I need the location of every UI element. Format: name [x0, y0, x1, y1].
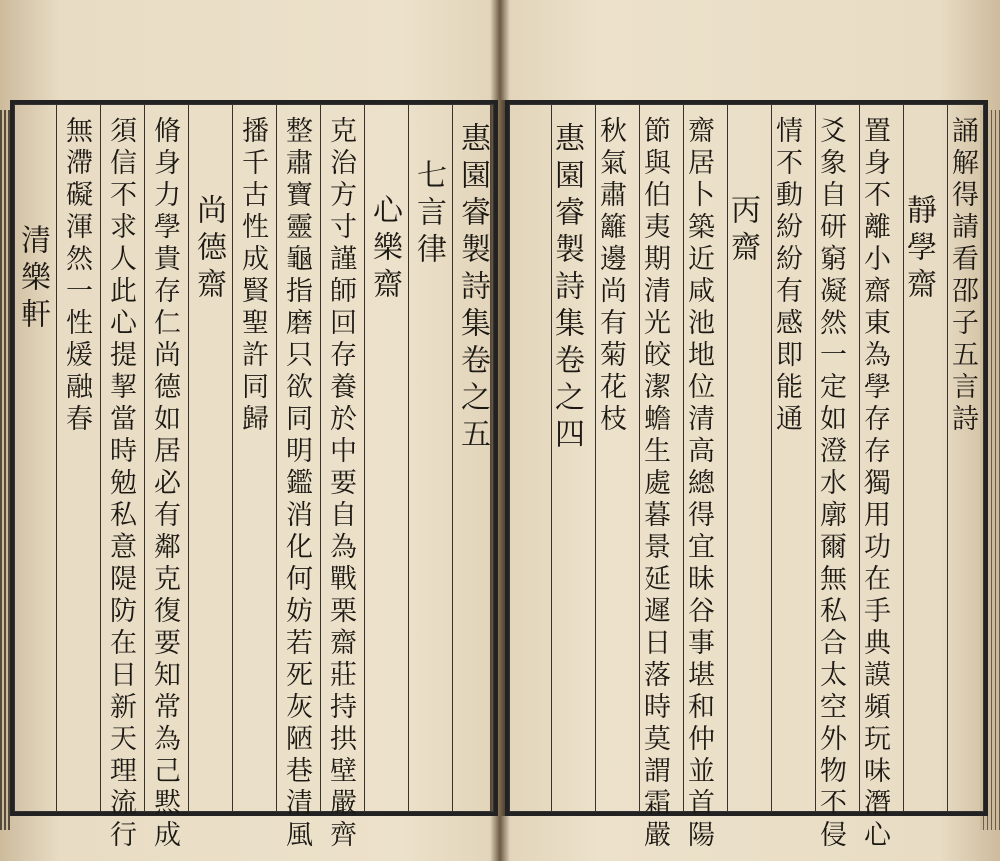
- right-col-2: 靜學齋: [901, 194, 936, 305]
- right-col-6: 丙齋: [725, 194, 760, 268]
- left-col-6: 播千古性成賢聖許同歸: [237, 116, 268, 436]
- left-col-1-title: 惠園睿製詩集卷之五: [455, 122, 490, 455]
- left-col-11: 清樂軒: [15, 224, 50, 335]
- left-page-edge: [0, 110, 10, 830]
- left-col-4: 克治方寸謹師回存養於中要自為戰栗齋莊持拱壁嚴齊: [325, 116, 356, 852]
- right-col-7: 齋居卜築近咸池地位清高總得宜昧谷事堪和仲並首陽: [683, 116, 714, 852]
- right-col-8: 節與伯夷期清光皎潔蟾生處暮景延遲日落時莫謂霜嚴: [639, 116, 670, 852]
- right-page-frame: [505, 100, 988, 852]
- right-col-3: 置身不離小齋東為學存存獨用功在手典謨頻玩味潛心: [859, 116, 890, 852]
- right-col-10-title: 惠園睿製詩集卷之四: [549, 122, 584, 455]
- left-col-10: 無滯礙渾然一性煖融春: [61, 116, 92, 436]
- left-col-5: 整肅寶靈龜指磨只欲同明鑑消化何妨若死灰陋巷清風: [281, 116, 312, 852]
- left-col-2: 七言律: [411, 159, 446, 270]
- left-col-7: 尚德齋: [191, 194, 226, 305]
- right-col-1: 誦解得請看邵子五言詩: [947, 116, 978, 436]
- right-col-9: 秋氣肅籬邊尚有菊花枝: [595, 116, 626, 436]
- left-col-9: 須信不求人此心提挈當時勉私意隄防在日新天理流行: [105, 116, 136, 852]
- left-col-8: 脩身力學貴存仁尚德如居必有鄰克復要知常為己黙成: [149, 116, 180, 852]
- left-page-frame: [10, 100, 498, 852]
- right-col-4: 爻象自研窮凝然一定如澄水廓爾無私合太空外物不侵: [815, 116, 846, 852]
- left-col-3: 心樂齋: [367, 194, 402, 305]
- right-col-5: 情不動紛紛有感即能通: [771, 116, 802, 436]
